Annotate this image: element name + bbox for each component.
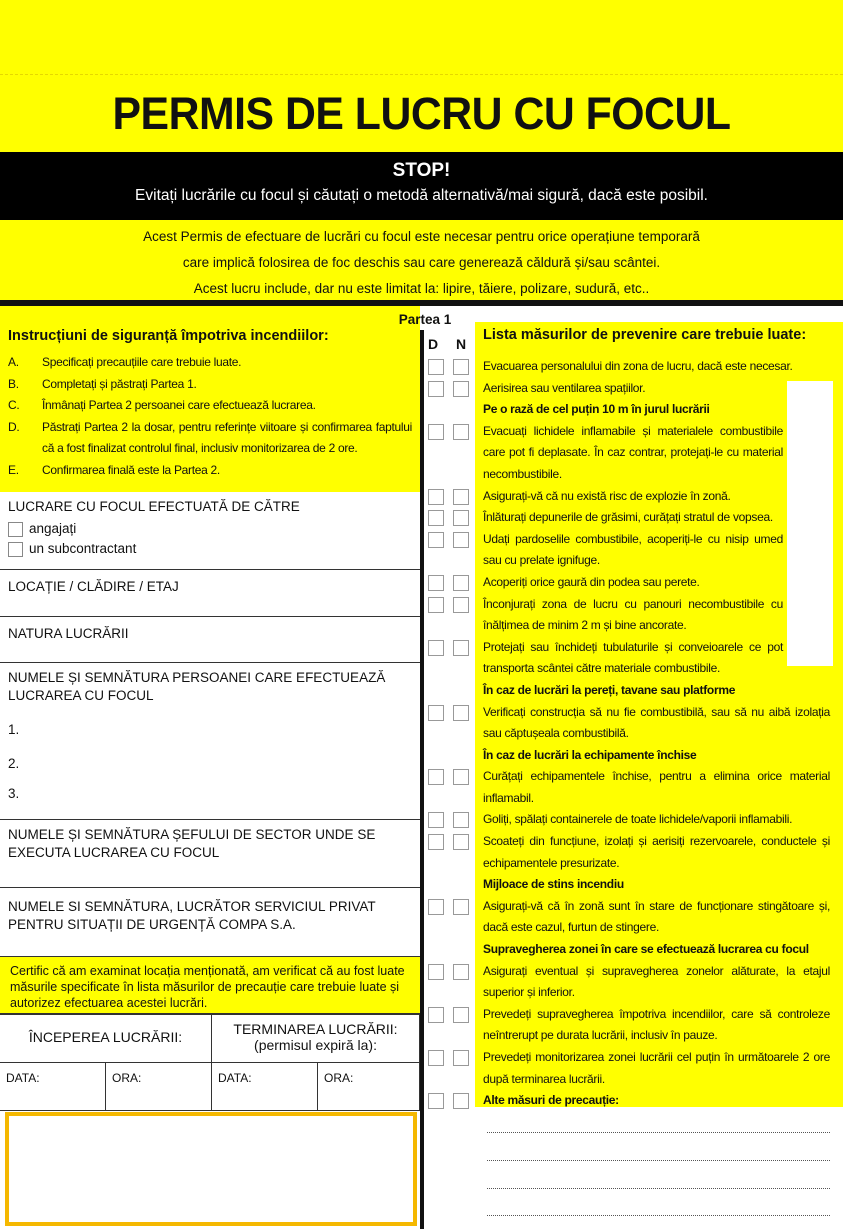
employees-checkbox[interactable] bbox=[8, 522, 23, 537]
measure-item bbox=[426, 507, 836, 529]
measure-text: Scoateți din funcțiune, izolați și aerisiți rezervoarele, conductele și echipamentele presurizate. bbox=[483, 834, 830, 870]
column-divider bbox=[420, 330, 424, 1229]
instruction-item bbox=[8, 395, 412, 417]
time-label: ORA: bbox=[112, 1071, 142, 1085]
measure-item bbox=[426, 1004, 836, 1047]
measure-text: Curățați echipamentele închise, pentru a elimina orice material inflamabil. bbox=[483, 769, 830, 805]
measure-item bbox=[426, 421, 836, 486]
no-checkbox[interactable] bbox=[453, 705, 469, 721]
measure-item bbox=[426, 594, 836, 637]
instruction-text: Completați și păstrați Partea 1. bbox=[42, 376, 197, 391]
start-header: ÎNCEPEREA LUCRĂRII: bbox=[0, 1015, 212, 1063]
notes-line[interactable] bbox=[487, 1215, 830, 1216]
instruction-text: Specificați precauțiile care trebuie luate. bbox=[42, 355, 242, 369]
end-date-field[interactable] bbox=[212, 1063, 318, 1111]
measure-text: Înlăturați depunerile de grăsimi, curățați stratul de vopsea. bbox=[483, 510, 773, 525]
start-time-field[interactable] bbox=[106, 1063, 212, 1111]
yes-checkbox[interactable] bbox=[428, 575, 444, 591]
instruction-item bbox=[8, 460, 412, 482]
d-label: D bbox=[428, 336, 439, 352]
yes-checkbox[interactable] bbox=[428, 489, 444, 505]
safety-instructions bbox=[0, 306, 420, 492]
no-checkbox[interactable] bbox=[453, 575, 469, 591]
measures-subheading bbox=[426, 745, 836, 767]
date-label: DATA: bbox=[6, 1071, 40, 1085]
no-checkbox[interactable] bbox=[453, 1050, 469, 1066]
measures-subheading bbox=[426, 939, 836, 961]
employees-label: angajați bbox=[29, 521, 77, 536]
highlight-box bbox=[5, 1112, 417, 1226]
instruction-text: Înmânați Partea 2 persoanei care efectuează lucrarea. bbox=[42, 398, 316, 412]
measure-item bbox=[426, 896, 836, 939]
measure-text: Înconjurați zona de lucru cu panouri necombustibile cu înălțimea de minim 2 m și bine ancorate. bbox=[483, 596, 783, 633]
measure-text: Udați pardoselile combustibile, acoperiți-le cu nisip umed sau cu prelate ignifuge. bbox=[483, 531, 783, 568]
nature-field[interactable] bbox=[0, 617, 420, 663]
measure-item bbox=[426, 529, 836, 572]
instruction-text: Confirmarea finală este la Partea 2. bbox=[42, 462, 220, 477]
service-signature-field[interactable] bbox=[0, 888, 420, 957]
yes-checkbox[interactable] bbox=[428, 899, 444, 915]
intro-line: Acest lucru include, dar nu este limitat la: lipire, tăiere, polizare, sudură, etc.. bbox=[193, 281, 650, 296]
measure-item bbox=[426, 961, 836, 1004]
no-checkbox[interactable] bbox=[453, 640, 469, 656]
page-title: PERMIS DE LUCRU CU FOCUL bbox=[112, 88, 731, 139]
worker-label: NUMELE ȘI SEMNĂTURA PERSOANEI CARE EFECTUEAZĂ LUCRAREA CU FOCUL bbox=[8, 670, 386, 703]
intro-line: care implică folosirea de foc deschis sau care generează căldură și/sau scântei. bbox=[182, 255, 661, 270]
measure-text: Evacuarea personalului din zona de lucru, dacă este necesar. bbox=[483, 359, 793, 373]
start-date-field[interactable] bbox=[0, 1063, 106, 1111]
instruction-text: Păstrați Partea 2 la dosar, pentru referințe viitoare și confirmarea faptului că a fost finalizat controlul final, inclusiv monitorizarea de 2 ore. bbox=[42, 419, 412, 455]
measure-item bbox=[426, 356, 836, 378]
worker-signature-section[interactable] bbox=[0, 663, 420, 820]
measure-item bbox=[426, 378, 836, 400]
time-label: ORA: bbox=[324, 1071, 354, 1085]
yes-checkbox[interactable] bbox=[428, 1093, 444, 1109]
measure-text: Verificați construcția să nu fie combustibilă, sau să nu aibă izolația sau căptușeala combustibilă. bbox=[483, 704, 830, 741]
yes-checkbox[interactable] bbox=[428, 705, 444, 721]
yes-checkbox[interactable] bbox=[428, 964, 444, 980]
yes-checkbox[interactable] bbox=[428, 640, 444, 656]
measure-text: Prevedeți supravegherea împotriva incendiilor, care să controleze neîntrerupt pe durata lucrării, inclusiv în pauze. bbox=[483, 1006, 830, 1043]
stop-subtitle: Evitați lucrările cu focul și căutați o metodă alternativă/mai sigură, dacă este posibil. bbox=[135, 187, 708, 204]
measure-text: Asigurați-vă că în zonă sunt în stare de funcționare stingătoare și, dacă este cazul, furtun de stingere. bbox=[483, 898, 830, 935]
location-label: LOCAȚIE / CLĂDIRE / ETAJ bbox=[8, 579, 179, 594]
service-label: NUMELE SI SEMNĂTURA, LUCRĂTOR SERVICIUL PRIVAT PENTRU SITUAȚII DE URGENȚĂ COMPA S.A. bbox=[8, 899, 376, 932]
no-checkbox[interactable] bbox=[453, 834, 469, 850]
end-label: TERMINAREA LUCRĂRII: bbox=[233, 1021, 398, 1037]
measure-text: Alte măsuri de precauție: bbox=[483, 1093, 619, 1108]
instruction-item bbox=[8, 374, 412, 396]
intro-line: Acest Permis de efectuare de lucrări cu focul este necesar pentru orice operațiune temporară bbox=[143, 229, 700, 244]
measure-text: Acoperiți orice gaură din podea sau perete. bbox=[483, 574, 700, 589]
divider bbox=[0, 74, 843, 75]
worker-2: 2. bbox=[8, 756, 20, 771]
instruction-letter: C. bbox=[8, 398, 20, 412]
measure-text: Goliți, spălați containerele de toate lichidele/vaporii inflamabili. bbox=[483, 812, 793, 827]
instruction-item bbox=[8, 417, 412, 460]
certification-text: Certific că am examinat locația menționată, am verificat că au fost luate măsurile specificate în lista măsurilor de precauție care trebuie luate și autorizez efectuarea acestei lucrări. bbox=[0, 957, 420, 1015]
measure-text: În caz de lucrări la pereți, tavane sau platforme bbox=[483, 682, 736, 697]
no-checkbox[interactable] bbox=[453, 597, 469, 613]
instruction-letter: D. bbox=[8, 419, 20, 434]
stop-label: STOP! bbox=[392, 160, 451, 181]
no-checkbox[interactable] bbox=[453, 1007, 469, 1023]
measure-text: În caz de lucrări la echipamente închise bbox=[483, 747, 697, 762]
measure-item bbox=[426, 766, 836, 809]
no-checkbox[interactable] bbox=[453, 964, 469, 980]
performed-by-label: LUCRARE CU FOCUL EFECTUATĂ DE CĂTRE bbox=[8, 499, 300, 514]
end-header bbox=[212, 1015, 420, 1063]
measure-item bbox=[426, 572, 836, 594]
measure-text: Protejați sau închideți tubulaturile și conveioarele ce pot transporta scântei către materiale combustibile. bbox=[483, 639, 783, 676]
measures-subheading bbox=[426, 399, 836, 421]
measure-text: Pe o rază de cel puțin 10 m în jurul lucrării bbox=[483, 402, 710, 417]
yes-checkbox[interactable] bbox=[428, 381, 444, 397]
subcontractor-label: un subcontractant bbox=[29, 541, 137, 556]
chief-label: NUMELE ȘI SEMNĂTURA ȘEFULUI DE SECTOR UNDE SE EXECUTA LUCRAREA CU FOCUL bbox=[8, 827, 376, 860]
no-checkbox[interactable] bbox=[453, 769, 469, 785]
measure-text: Evacuați lichidele inflamabile și materialele combustibile care pot fi deplasate. În caz contrar, protejați-le cu material necombustibile. bbox=[483, 423, 783, 481]
instruction-letter: E. bbox=[8, 462, 19, 477]
measure-item bbox=[426, 831, 836, 874]
no-checkbox[interactable] bbox=[453, 424, 469, 440]
subcontractor-checkbox[interactable] bbox=[8, 542, 23, 557]
yes-checkbox[interactable] bbox=[428, 1050, 444, 1066]
measure-item bbox=[426, 1047, 836, 1090]
dn-header bbox=[428, 336, 466, 352]
measure-item bbox=[426, 702, 836, 745]
yes-checkbox[interactable] bbox=[428, 359, 444, 375]
worker-3: 3. bbox=[8, 786, 20, 801]
no-checkbox[interactable] bbox=[453, 899, 469, 915]
no-checkbox[interactable] bbox=[453, 510, 469, 526]
notes-line[interactable] bbox=[487, 1188, 830, 1189]
no-checkbox[interactable] bbox=[453, 1093, 469, 1109]
instruction-letter: A. bbox=[8, 355, 19, 369]
measures-subheading bbox=[426, 680, 836, 702]
yes-checkbox[interactable] bbox=[428, 510, 444, 526]
no-checkbox[interactable] bbox=[453, 381, 469, 397]
instructions-title: Instrucțiuni de siguranță împotriva incendiilor: bbox=[8, 328, 329, 344]
date-label: DATA: bbox=[218, 1071, 252, 1085]
worker-1: 1. bbox=[8, 722, 20, 737]
n-label: N bbox=[456, 336, 467, 352]
instruction-letter: B. bbox=[8, 376, 19, 391]
end-time-field[interactable] bbox=[318, 1063, 420, 1111]
measures-list bbox=[426, 356, 836, 1112]
stop-banner bbox=[0, 152, 843, 220]
measure-item bbox=[426, 809, 836, 831]
measures-subheading bbox=[426, 874, 836, 896]
yes-checkbox[interactable] bbox=[428, 812, 444, 828]
measure-text: Mijloace de stins incendiu bbox=[483, 877, 624, 892]
no-checkbox[interactable] bbox=[453, 489, 469, 505]
no-checkbox[interactable] bbox=[453, 532, 469, 548]
performed-by-section bbox=[0, 492, 420, 570]
measure-text: Asigurați eventual și supravegherea zonelor alăturate, la etajul superior și inferior. bbox=[483, 963, 830, 1000]
yes-checkbox[interactable] bbox=[428, 597, 444, 613]
location-field[interactable] bbox=[0, 570, 420, 617]
measure-item bbox=[426, 637, 836, 680]
notes-line[interactable] bbox=[487, 1132, 830, 1133]
chief-signature-field[interactable] bbox=[0, 820, 420, 888]
measure-text: Aerisirea sau ventilarea spațiilor. bbox=[483, 380, 646, 395]
part-label: Partea 1 bbox=[398, 312, 452, 327]
measure-text: Supravegherea zonei în care se efectuează lucrarea cu focul bbox=[483, 942, 809, 957]
measure-text: Prevedeți monitorizarea zonei lucrării cel puțin în următoarele 2 ore după terminarea lucrării. bbox=[483, 1050, 830, 1086]
no-checkbox[interactable] bbox=[453, 812, 469, 828]
end-sublabel: (permisul expiră la): bbox=[254, 1037, 377, 1053]
nature-label: NATURA LUCRĂRII bbox=[8, 626, 129, 641]
notes-line[interactable] bbox=[487, 1160, 830, 1161]
yes-checkbox[interactable] bbox=[428, 1007, 444, 1023]
measure-text: Asigurați-vă că nu există risc de explozie în zonă. bbox=[483, 488, 731, 503]
instruction-item bbox=[8, 352, 412, 374]
measure-item bbox=[426, 486, 836, 508]
yes-checkbox[interactable] bbox=[428, 532, 444, 548]
measure-item bbox=[426, 1090, 836, 1112]
measures-title: Lista măsurilor de prevenire care trebuie luate: bbox=[483, 327, 807, 343]
intro-text bbox=[0, 220, 843, 300]
yes-checkbox[interactable] bbox=[428, 769, 444, 785]
no-checkbox[interactable] bbox=[453, 359, 469, 375]
yes-checkbox[interactable] bbox=[428, 424, 444, 440]
yes-checkbox[interactable] bbox=[428, 834, 444, 850]
